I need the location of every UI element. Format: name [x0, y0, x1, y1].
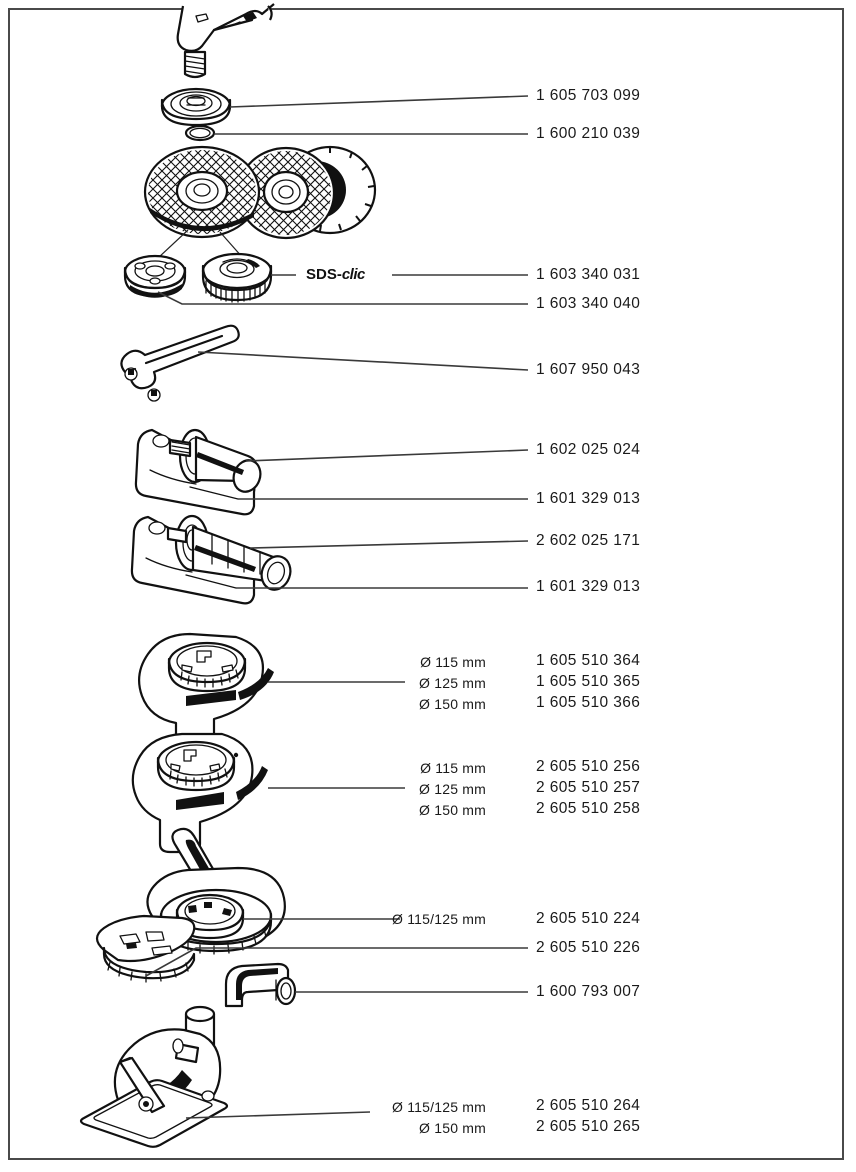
part-number: 2 605 510 256	[536, 758, 641, 775]
diameter-label: Ø 115 mm	[420, 654, 486, 670]
diameter-label: Ø 125 mm	[419, 781, 486, 797]
part-number: 1 602 025 024	[536, 441, 641, 458]
part-number: 2 605 510 257	[536, 779, 641, 796]
sds-clic-prefix: SDS-	[306, 266, 342, 283]
sds-clic-suffix: clic	[341, 266, 365, 283]
part-number: 2 605 510 258	[536, 800, 641, 817]
part-number: 2 605 510 265	[536, 1118, 641, 1135]
diameter-label: Ø 115 mm	[420, 760, 486, 776]
diameter-label: Ø 150 mm	[419, 696, 486, 712]
diameter-label: Ø 115/125 mm	[392, 911, 486, 927]
part-number: 1 601 329 013	[536, 578, 641, 595]
diameter-label: Ø 150 mm	[419, 1120, 486, 1136]
part-number: 2 605 510 224	[536, 910, 641, 927]
part-number: 1 600 793 007	[536, 983, 641, 1000]
diameter-label: Ø 115/125 mm	[392, 1099, 486, 1115]
part-number: 1 603 340 031	[536, 266, 641, 283]
part-number: 1 605 703 099	[536, 87, 641, 104]
diameter-label: Ø 150 mm	[419, 802, 486, 818]
part-number: 2 602 025 171	[536, 532, 641, 549]
part-number: 1 605 510 365	[536, 673, 641, 690]
part-number: 1 607 950 043	[536, 361, 641, 378]
part-number: 2 605 510 226	[536, 939, 641, 956]
part-number: 1 603 340 040	[536, 295, 641, 312]
diameter-label: Ø 125 mm	[419, 675, 486, 691]
part-number: 2 605 510 264	[536, 1097, 641, 1114]
part-number: 1 601 329 013	[536, 490, 641, 507]
part-number: 1 605 510 364	[536, 652, 641, 669]
sds-clic-logo	[306, 266, 365, 283]
part-number: 1 600 210 039	[536, 125, 641, 142]
part-number: 1 605 510 366	[536, 694, 641, 711]
